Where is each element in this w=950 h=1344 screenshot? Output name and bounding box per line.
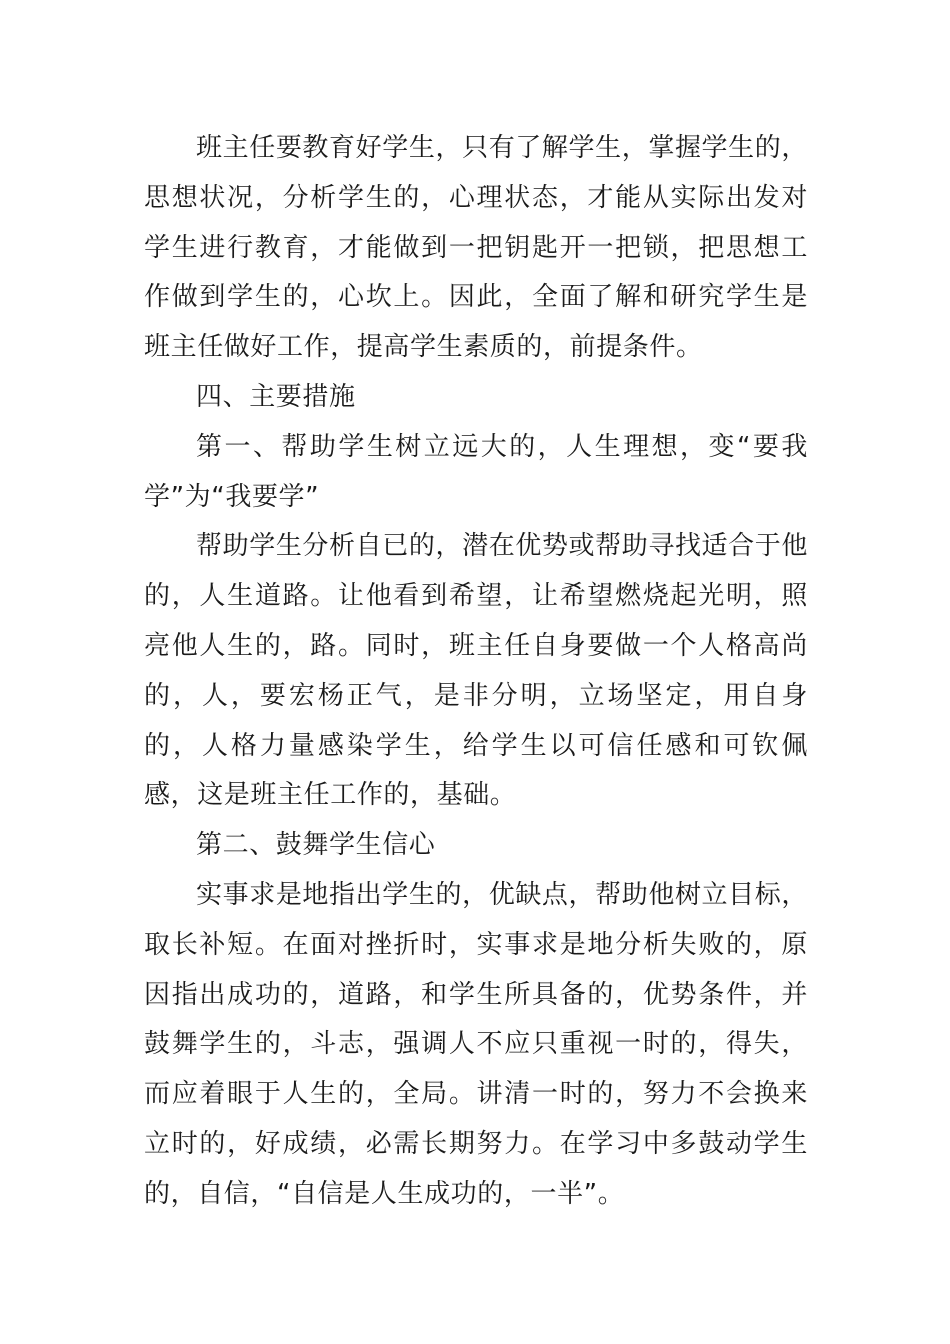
subheading-first-measure: 第一、帮助学生树立远大的，人生理想，变“要我学”为“我要学” [144,431,808,512]
paragraph-second-measure: 实事求是地指出学生的，优缺点，帮助他树立目标，取长补短。在面对挫折时，实事求是地分析失败的，原因指出成功的，道路，和学生所具备的，优势条件，并鼓舞学生的，斗志，强调人不应只重视一时的，得失，而应着眼于人生的，全局。讲清一时的，努力不会换来立时的，好成绩，必需长期努力。在学习中多鼓动学生的，自信，“自信是人生成功的，一半”。 [144,879,808,1209]
paragraph-intro: 班主任要教育好学生，只有了解学生，掌握学生的，思想状况，分析学生的，心理状态，才能从实际出发对学生进行教育，才能做到一把钥匙开一把锁，把思想工作做到学生的，心坎上。因此，全面了解和研究学生是班主任做好工作，提高学生素质的，前提条件。 [144,133,808,363]
document-body [144,124,808,1220]
section-heading-main-measures: 四、主要措施 [196,381,356,412]
paragraph-first-measure: 帮助学生分析自已的，潜在优势或帮助寻找适合于他的，人生道路。让他看到希望，让希望燃烧起光明，照亮他人生的，路。同时，班主任自身要做一个人格高尚的，人，要宏杨正气，是非分明，立场坚定，用自身的，人格力量感染学生，给学生以可信任感和可钦佩感，这是班主任工作的，基础。 [144,531,808,811]
subheading-second-measure: 第二、鼓舞学生信心 [196,830,436,861]
